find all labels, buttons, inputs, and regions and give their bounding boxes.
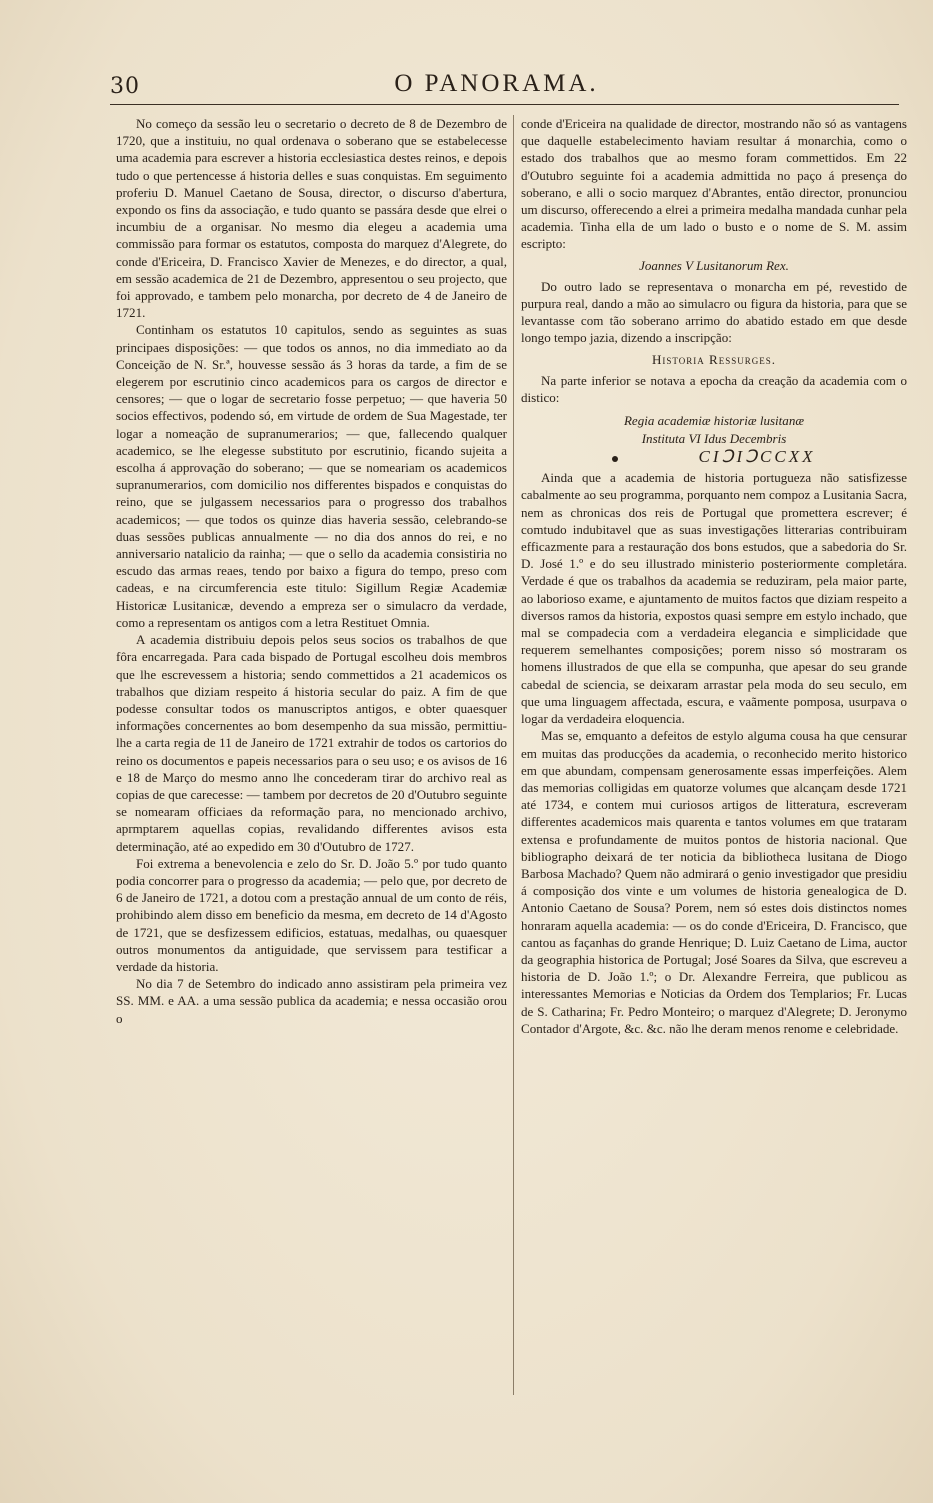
- paragraph: Continham os estatutos 10 capitulos, sendo as seguintes as suas principaes disposições: — que todos os annos, no dia immediato ao da Conceição de N. Sr.ª, houvesse sessão ás 3 horas da tarde, a fim de se elegerem por escrutinio cinco academicos para os cargos de director e censores; — que o logar de secretario fosse perpetuo; — que haveria 50 socios effectivos, podendo só, em virtude de ordem de Sua Magestade, ter logar a nomeação de supranumerarios; — que, fallecendo qualquer academico, se lhe elegesse substituto por escrutinio, ficando sujeita a escolha á approvação do soberano; — que se nomeariam os academicos supranumerarios, com domicilio nos differentes bispados e conquistas do reino, que se julgassem necessarios para o progresso dos trabalhos academicos; — que todos os quinze dias haveria sessão, celebrando-se duas sessões publicas annualmente — no dia dos annos do rei, e no anniversario natalicio da rainha; — que o sello da academia consistiria no escudo das armas reaes, tendo por baixo a figura do tempo, preso com cadeas, e na circumferencia este titulo: Sigillum Regiæ Academiæ Historicæ Lusitanicæ, devendo a empreza ser o simulacro da verdade, como a representam os antigos com a letra Restituet Omnia.: [116, 322, 507, 630]
- header-rule: [110, 104, 899, 105]
- medal-inscription-obverse: Joannes V Lusitanorum Rex.: [639, 257, 789, 273]
- page-header: [100, 66, 893, 106]
- paragraph: Na parte inferior se notava a epocha da creação da academia com o distico:: [521, 372, 907, 406]
- paragraph: A academia distribuiu depois pelos seus socios os trabalhos de que fôra encarregada. Para cada bispado de Portugal escolheu dois membros que lhe escrevessem a historia; sendo commettidos a 21 academicos os trabalhos que diziam respeito á historia secular do paiz. A fim de que podesse consultar todos os manuscriptos antigos, e obter quaesquer informações concernentes ao bom desempenho da sua missão, permittiu-lhe a carta regia de 11 de Janeiro de 1721 extrahir de todos os cartorios do reino os documentos e papeis necessarios para o seu uso; e os avisos de 16 e 18 de Março do mesmo anno lhe concederam tirar do archivo real as copias de que carecesse: — tambem por decretos de 20 d'Outubro seguinte se nomearam officiaes da reformação para, no mencionado archivo, aprmptarem aquellas copias, revalidando differentes avisos esta determinação, até ao expedido em 30 d'Outubro de 1727.: [116, 632, 507, 854]
- paragraph: Do outro lado se representava o monarcha em pé, revestido de purpura real, dando a mão ao simulacro ou figura da historia, para que se levantasse com tão soberano arrimo do abatido estado em que desde longo tempo jazia, dizendo a inscripção:: [521, 278, 907, 346]
- medal-inscription-reverse: Historia Ressurges.: [652, 351, 776, 367]
- ink-dot: [612, 456, 618, 462]
- paragraph: conde d'Ericeira na qualidade de director, mostrando não só as vantagens que daquelle estabelecimento haviam resultar á monarchia, como o estado dos trabalhos que ao mesmo foram commettidos. Em 22 d'Outubro seguinte foi a academia admittida no paço á presença do soberano, e alli o socio marquez d'Abrantes, então director, pronunciou um discurso, offerecendo a elrei a primeira medalha mandada cunhar pela academia. Tinha ella de um lado o busto e o nome de S. M. assim escripto:: [521, 116, 907, 252]
- page-number: 30: [110, 74, 140, 99]
- paragraph: Mas se, emquanto a defeitos de estylo alguma cousa ha que censurar em muitas das producções da academia, o reconhecido merito historico em que abundam, compensam generosamente essas imperfeições. Alem das memorias colligidas em quatorze volumes que alcançam desde 1721 até 1734, e contem mui curiosos artigos de litteratura, escreveram differentes academicos mais quarenta e tantos volumes em que trataram extensa e profundamente de muitos pontos de historia nacional. Que bibliographo deixará de ter noticia da bibliotheca lusitana de Diogo Barbosa Machado? Quem não admirará o genio investigador que presidiu á composição dos vinte e um volumes de historia genealogica de D. Antonio Caetano de Sousa? Porem, nem só estes dois distinctos nomes honraram aquella academia: — os do conde d'Ericeira, D. Francisco, que cantou as façanhas do grande Henrique; D. Luiz Caetano de Lima, auctor da geographia historica de Portugal; José Soares da Silva, que escreveu a historia de D. João 1.º; o Dr. Alexandre Ferreira, que publicou as interessantes Memorias e Noticias da Ordem dos Templarios; Fr. Lucas de S. Catharina; Fr. Pedro Monteiro; o marquez d'Alegrete; D. Jeronymo Contador d'Argote, &c. &c. não lhe deram menos renome e celebridade.: [521, 728, 907, 1036]
- paragraph: No dia 7 de Setembro do indicado anno assistiram pela primeira vez SS. MM. e AA. a uma sessão publica da academia; e nessa occasião orou o: [116, 976, 507, 1026]
- distich-line: Instituta VI Idus Decembris: [641, 431, 787, 447]
- paragraph: Foi extrema a benevolencia e zelo do Sr. D. João 5.º por tudo quanto podia concorrer para o progresso da academia; — pelo que, por decreto de 6 de Janeiro de 1721, a dotou com a prestação annual de um conto de réis, prohibindo alem disso em beneficio da mesma, em decreto de 14 d'Agosto de 1721, que se desfizessem edificios, estatuas, medalhas, ou quaesquer outros monumentos da antiguidade, que servissem para testificar a verdade da historia.: [116, 855, 507, 974]
- column-divider: [513, 115, 514, 1395]
- paragraph: No começo da sessão leu o secretario o decreto de 8 de Dezembro de 1720, que a instituiu, no qual ordenava o soberano que se estabelecesse uma academia para escrever a historia ecclesiastica destes reinos, e depois tudo o que pertencesse á historia delles e suas conquistas. Em seguimento proferiu D. Manuel Caetano de Sousa, director, o discurso d'abertura, expondo os fins da associação, e tudo quanto se passára desde que elrei o incumbiu de a organisar. No mesmo dia elegeu a academia uma commissão para formar os estatutos, composta do marquez d'Alegrete, do conde d'Ericeira, D. Francisco Xavier de Menezes, e do director, a qual, em sessão academica de 21 de Dezembro, appresentou o seu projecto, que foi approvado, e tambem pelo monarcha, por decreto de 4 de Janeiro de 1721.: [116, 116, 507, 321]
- paragraph: Ainda que a academia de historia portugueza não satisfizesse cabalmente ao seu programma, porquanto nem compoz a Lusitania Sacra, nem as chronicas dos reis de Portugal que promettera escrever; é comtudo indubitavel que as suas investigações litterarias contribuiram efficazmente para a restauração dos bons estudos, que a sabedoria do Sr. D. José 1.º e do seu illustrado ministerio posteriormente completára. Verdade é que os trabalhos da academia se reduziram, pela maior parte, ao laborioso exame, e ajuntamento de muitos factos que diziam respeito a diversos ramos da historia, expostos quasi sempre em estylo inchado, que mal se compadecia com a verdadeira elegancia e simplicidade que requerem semelhantes composições; porem nisso só mostraram os homens illustrados de que ella se compunha, que apesar do seu grande cabedal de sciencia, se deixaram arrastar pela moda do seu seculo, em que uma linguagem affectada, escura, e vaãmente pomposa, usurpava o logar da verdadeira eloquencia.: [521, 470, 907, 727]
- distich-line: Regia academiæ historiæ lusitanæ: [623, 413, 805, 429]
- left-column: [116, 115, 507, 1027]
- distich: [521, 412, 907, 467]
- right-column: [521, 115, 907, 1037]
- roman-date: CIↃIↃCCXX: [698, 447, 816, 467]
- running-title: O PANORAMA.: [394, 70, 599, 97]
